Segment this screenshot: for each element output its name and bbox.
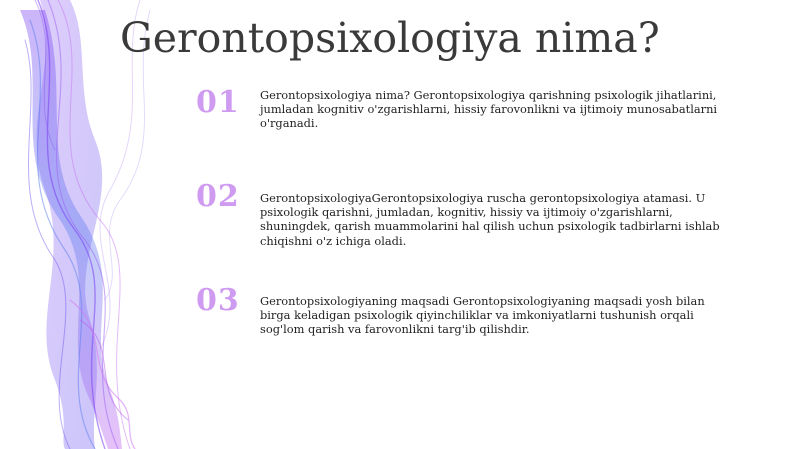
purple-smoke-ribbon-decoration	[0, 0, 240, 449]
item-number-03: 03	[196, 283, 240, 318]
item-text-01: Gerontopsixologiya nima? Gerontopsixologiya qarishning psixologik jihatlarini, jumladan kognitiv o'zgarishlarni, hissiy farovonlikni va ijtimoiy munosabatlarni o'rganadi.	[260, 88, 718, 131]
item-text-02: GerontopsixologiyaGerontopsixologiya ruscha gerontopsixologiya atamasi. U psixologik qarishni, jumladan, kognitiv, hissiy va ijtimoiy o'zgarishlarni, shuningdek, qarish muammolarini hal qilish uchun psixologik tadbirlarni ishlab chiqishni o'z ichiga oladi.	[260, 191, 720, 248]
slide-title: Gerontopsixologiya nima?	[120, 14, 660, 62]
item-number-02: 02	[196, 179, 240, 214]
item-text-03: Gerontopsixologiyaning maqsadi Gerontopsixologiyaning maqsadi yosh bilan birga keladigan psixologik qiyinchiliklar va imkoniyatlarni tushunish orqali sog'lom qarish va farovonlikni targ'ib qilishdir.	[260, 294, 705, 337]
item-number-01: 01	[196, 85, 240, 120]
